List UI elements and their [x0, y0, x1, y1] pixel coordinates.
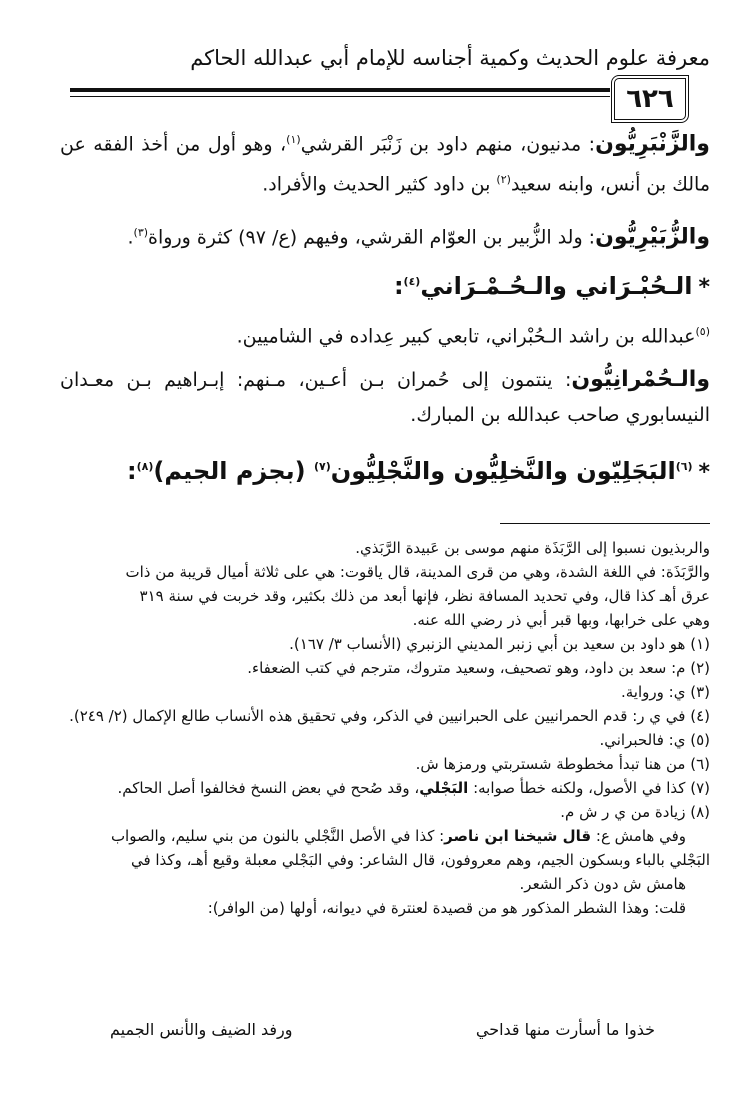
entry-text: .	[127, 226, 134, 249]
footnote-separator	[500, 523, 710, 524]
footnote-7-bold: البَجْلي	[419, 779, 469, 797]
footnote-4: (٤) في ي ر: قدم الحمرانيين على الحبرانيين في الذكر، وفي تحقيق هذه الأنساب طالع الإكمال (٢/ ٢٤٩).	[69, 707, 710, 725]
entry-text: ، وهو أول من أخذ الفقه عن مالك بن أنس، وابنه سعيد	[60, 133, 710, 196]
footnote-ref: (١)	[286, 133, 301, 146]
entry-term: والزُّبَيْرِيُّون	[595, 224, 710, 250]
footnote-continuation-line: عرق أهـ كذا قال، وفي تحديد المسافة نظر، فإنها أبعد من ذلك بكثير، وقد خربت في سنة ٣١٩	[139, 587, 710, 605]
margin-note-line: هامش ش دون ذكر الشعر.	[519, 875, 686, 893]
footnote-2: (٢) م: سعد بن داود، وهو تصحيف، وسعيد متروك، مترجم في كتب الضعفاء.	[247, 659, 710, 677]
footnote-5: (٥) ي: فالحبراني.	[599, 731, 710, 749]
footnote-6: (٦) من هنا تبدأ مخطوطة شستربتي ورمزها ش.	[415, 755, 710, 773]
heading-star: *	[698, 460, 710, 485]
entry-text: : ينتمون إلى حُمران بـن أعـين، مـنهم: إبـراهيم بـن معـدان النيسابوري صاحب عبدالله بن المبارك.	[60, 369, 710, 426]
entry-term: والـحُمْرانِيُّون	[571, 367, 710, 392]
footnote-ref: (٧)	[314, 460, 331, 473]
section-heading-bajali	[100, 447, 710, 493]
heading-subtext: (بجزم الجيم)	[153, 457, 314, 485]
entry-text: بن داود كثير الحديث والأفراد.	[262, 173, 497, 196]
entry-text: : ولد الزُّبير بن العوّام القرشي، وفيهم (ع/ ٩٧) كثرة ورواة	[148, 226, 596, 249]
footnote-7-text: (٧) كذا في الأصول، ولكنه خطأ صوابه:	[468, 779, 710, 797]
entry-text: عبدالله بن راشد الـحُبْراني، تابعي كبير عِداده في الشاميين.	[236, 325, 696, 348]
footnote-7	[65, 776, 710, 800]
footnote-ref: (٣)	[133, 226, 149, 239]
footnote-ref: (٥)	[695, 325, 710, 338]
footnote-7-text: ، وقد صُحح في بعض النسخ فخالفوا أصل الحاكم.	[117, 779, 420, 797]
footnote-8: (٨) زيادة من ي ر ش م.	[560, 803, 710, 821]
entry-hubrani	[60, 314, 710, 354]
footnote-ref: (٤)	[403, 275, 421, 288]
heading-star: *	[698, 275, 710, 300]
footnote-continuation-line: والرَّبَذَة: في اللغة الشدة، وهي من قرى المدينة، قال ياقوت: هي على ثلاثة أميال قريبة من ذات	[125, 563, 710, 581]
margin-note-text: وفي هامش ع:	[591, 827, 686, 845]
entry-humrani	[60, 362, 710, 433]
header-rule-thin	[70, 96, 610, 97]
margin-note-text: : كذا في الأصل النَّجْلي بالنون من بني سليم، والصواب	[110, 827, 445, 845]
heading-text: الـحُبْـرَاني والـحُـمْـرَاني	[420, 272, 693, 300]
footnotes	[65, 536, 710, 920]
section-heading-hubrani	[100, 262, 710, 308]
footnote-ref: (٨)	[136, 460, 154, 473]
verse-hemistich-first: خذوا ما أسأرت منها قداحي	[475, 1020, 655, 1039]
footnote-ref: (٢)	[496, 173, 511, 187]
footnote-continuation-line: وهي على خرابها، وبها قبر أبي ذر رضي الله عنه.	[412, 611, 710, 629]
heading-colon: :	[126, 457, 137, 485]
footnote-continuation-line: والربذيون نسبوا إلى الرَّبَذَة منهم موسى بن عَبيدة الرَّبَذي.	[355, 539, 710, 557]
header-rule-thick	[70, 88, 610, 92]
footnote-3: (٣) ي: ورواية.	[621, 683, 710, 701]
entry-zanbari	[60, 122, 710, 203]
margin-note-line: البَجْلي بالباء وبسكون الجيم، وهم معروفون، قال الشاعر: وفي البَجْلي معبلة وقيع أهـ، وكذا في	[130, 851, 710, 869]
heading-text: البَجَلِيّون والنَّخلِيُّون والنَّجْلِيُّون	[330, 457, 676, 485]
entry-zubairi	[60, 215, 710, 255]
footnote-1: (١) هو داود بن سعيد بن أبي زنبر المديني الزنبري (الأنساب ٣/ ١٦٧).	[289, 635, 710, 653]
poetry-verse	[110, 1020, 655, 1050]
heading-colon: :	[393, 272, 404, 300]
margin-note-bold: قال شيخنا ابن ناصر	[444, 827, 592, 845]
entry-term: والزَّنْبَرِيُّون	[595, 131, 710, 157]
running-header-title: معرفة علوم الحديث وكمية أجناسه للإمام أبي عبدالله الحاكم	[190, 46, 710, 70]
margin-note	[65, 824, 710, 848]
footnote-ref: (٦)	[675, 460, 693, 473]
qult-note: قلت: وهذا الشطر المذكور هو من قصيدة لعنترة في ديوانه، أولها (من الوافر):	[207, 899, 686, 917]
verse-hemistich-second: ورفد الضيف والأنس الجميم	[110, 1020, 293, 1039]
entry-text: : مدنيون، منهم داود بن زَنْبَر القرشي	[300, 133, 596, 156]
page-number: ٦٢٦	[611, 75, 689, 123]
